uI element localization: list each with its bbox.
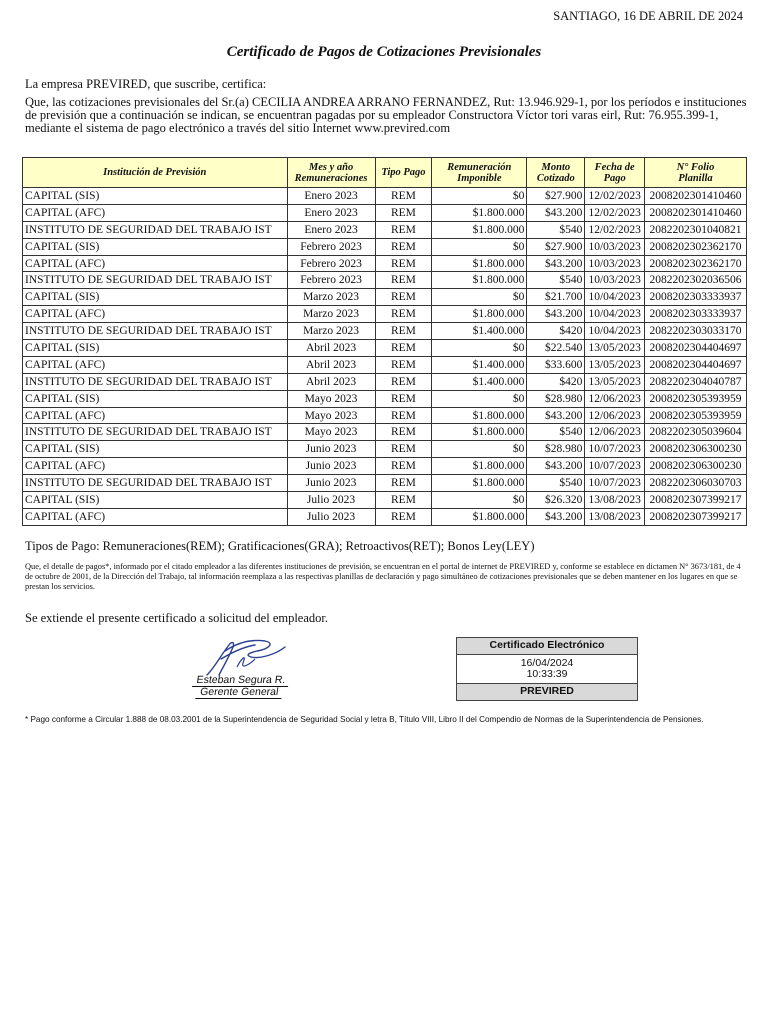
cell-mes: Mayo 2023 bbox=[287, 390, 375, 407]
table-row bbox=[23, 238, 747, 255]
table-header-row bbox=[23, 158, 747, 188]
cell-mes: Marzo 2023 bbox=[287, 323, 375, 340]
cell-tipo: REM bbox=[375, 323, 432, 340]
cell-fecha: 10/07/2023 bbox=[585, 458, 645, 475]
table-row bbox=[23, 492, 747, 509]
certificate-timestamp bbox=[457, 655, 637, 684]
cell-monto: $22.540 bbox=[527, 340, 585, 357]
cell-mes: Julio 2023 bbox=[287, 508, 375, 525]
cell-monto: $540 bbox=[527, 272, 585, 289]
cell-monto: $26.320 bbox=[527, 492, 585, 509]
cell-folio: 2008202302362170 bbox=[644, 255, 746, 272]
document-title: Certificado de Pagos de Cotizaciones Previsionales bbox=[226, 44, 542, 60]
cell-mes: Febrero 2023 bbox=[287, 255, 375, 272]
cell-remuneracion: $1.800.000 bbox=[432, 306, 527, 323]
cell-mes: Abril 2023 bbox=[287, 356, 375, 373]
cell-folio: 2082202305039604 bbox=[644, 424, 746, 441]
table-row bbox=[23, 221, 747, 238]
cell-institucion: CAPITAL (SIS) bbox=[23, 441, 288, 458]
signature-scribble-icon bbox=[185, 637, 295, 679]
cell-remuneracion: $1.800.000 bbox=[432, 475, 527, 492]
cell-remuneracion: $1.800.000 bbox=[432, 424, 527, 441]
cell-fecha: 13/05/2023 bbox=[585, 356, 645, 373]
cell-fecha: 13/08/2023 bbox=[585, 508, 645, 525]
cell-tipo: REM bbox=[375, 441, 432, 458]
certificate-issuer: PREVIRED bbox=[457, 684, 637, 700]
header-mes: Mes y año Remuneraciones bbox=[287, 158, 375, 188]
cell-mes: Abril 2023 bbox=[287, 373, 375, 390]
cell-monto: $43.200 bbox=[527, 204, 585, 221]
cell-fecha: 13/05/2023 bbox=[585, 340, 645, 357]
table-row bbox=[23, 373, 747, 390]
cell-folio: 2008202303333937 bbox=[644, 289, 746, 306]
cell-mes: Junio 2023 bbox=[287, 475, 375, 492]
cell-remuneracion: $1.800.000 bbox=[432, 255, 527, 272]
table-row bbox=[23, 407, 747, 424]
cell-tipo: REM bbox=[375, 340, 432, 357]
cell-remuneracion: $0 bbox=[432, 441, 527, 458]
cell-mes: Junio 2023 bbox=[287, 441, 375, 458]
table-row bbox=[23, 356, 747, 373]
cell-monto: $420 bbox=[527, 323, 585, 340]
cell-remuneracion: $0 bbox=[432, 238, 527, 255]
signatory-name: Esteban Segura R. bbox=[192, 675, 290, 687]
cell-remuneracion: $1.400.000 bbox=[432, 356, 527, 373]
cell-monto: $540 bbox=[527, 424, 585, 441]
table-row bbox=[23, 340, 747, 357]
table-row bbox=[23, 475, 747, 492]
signature-block bbox=[175, 637, 305, 699]
cell-mes: Marzo 2023 bbox=[287, 289, 375, 306]
table-row bbox=[23, 188, 747, 205]
cell-tipo: REM bbox=[375, 356, 432, 373]
cell-remuneracion: $0 bbox=[432, 390, 527, 407]
header-folio: N° Folio Planilla bbox=[644, 158, 746, 188]
cell-tipo: REM bbox=[375, 390, 432, 407]
cell-fecha: 12/02/2023 bbox=[585, 221, 645, 238]
cell-mes: Enero 2023 bbox=[287, 204, 375, 221]
table-row bbox=[23, 323, 747, 340]
cell-folio: 2082202306030703 bbox=[644, 475, 746, 492]
header-institucion: Institución de Previsión bbox=[23, 158, 288, 188]
cell-fecha: 13/08/2023 bbox=[585, 492, 645, 509]
footnote: * Pago conforme a Circular 1.888 de 08.03.2001 de la Superintendencia de Seguridad Social y letra B, Título VIII, Libro II del Compendio de Normas de la Superintendencia de Pensiones. bbox=[25, 715, 704, 724]
cell-monto: $43.200 bbox=[527, 255, 585, 272]
cell-institucion: CAPITAL (AFC) bbox=[23, 204, 288, 221]
cell-tipo: REM bbox=[375, 458, 432, 475]
cell-institucion: CAPITAL (AFC) bbox=[23, 306, 288, 323]
table-row bbox=[23, 424, 747, 441]
cell-monto: $43.200 bbox=[527, 306, 585, 323]
cell-remuneracion: $0 bbox=[432, 340, 527, 357]
cell-folio: 2008202306300230 bbox=[644, 458, 746, 475]
cell-remuneracion: $1.800.000 bbox=[432, 508, 527, 525]
cell-folio: 2008202307399217 bbox=[644, 508, 746, 525]
cell-monto: $420 bbox=[527, 373, 585, 390]
cell-tipo: REM bbox=[375, 475, 432, 492]
cell-institucion: CAPITAL (SIS) bbox=[23, 238, 288, 255]
cell-monto: $43.200 bbox=[527, 407, 585, 424]
cell-fecha: 10/04/2023 bbox=[585, 306, 645, 323]
cell-tipo: REM bbox=[375, 424, 432, 441]
signature-caption bbox=[173, 675, 306, 699]
signatory-role: Gerente General bbox=[195, 687, 283, 699]
cell-tipo: REM bbox=[375, 221, 432, 238]
cell-fecha: 13/05/2023 bbox=[585, 373, 645, 390]
cell-tipo: REM bbox=[375, 238, 432, 255]
cell-institucion: CAPITAL (AFC) bbox=[23, 407, 288, 424]
cell-folio: 2008202305393959 bbox=[644, 390, 746, 407]
cell-monto: $43.200 bbox=[527, 458, 585, 475]
cell-folio: 2008202301410460 bbox=[644, 188, 746, 205]
table-row bbox=[23, 272, 747, 289]
cell-mes: Mayo 2023 bbox=[287, 424, 375, 441]
cell-monto: $28.980 bbox=[527, 441, 585, 458]
cell-mes: Abril 2023 bbox=[287, 340, 375, 357]
cell-institucion: INSTITUTO DE SEGURIDAD DEL TRABAJO IST bbox=[23, 475, 288, 492]
cell-folio: 2082202301040821 bbox=[644, 221, 746, 238]
detalle-paragraph: Que, el detalle de pagos*, informado por el citado empleador a las diferentes instituciones de previsión, se encuentran en el portal de internet de PREVIRED y, conforme se establece en dictamen N° 3673/181, de 4 de octubre de 2001, de la Dirección del Trabajo, tal información reemplaza a las respectivas planillas de declaración y pago simultáneo de cotizaciones previsionales que se deben mantener en los lugares en que se prestan los servicios. bbox=[25, 562, 741, 591]
cell-folio: 2008202305393959 bbox=[644, 407, 746, 424]
cell-fecha: 10/04/2023 bbox=[585, 289, 645, 306]
cell-mes: Junio 2023 bbox=[287, 458, 375, 475]
cell-institucion: CAPITAL (AFC) bbox=[23, 356, 288, 373]
cell-tipo: REM bbox=[375, 188, 432, 205]
table-row bbox=[23, 508, 747, 525]
cell-monto: $43.200 bbox=[527, 508, 585, 525]
table-row bbox=[23, 441, 747, 458]
cell-tipo: REM bbox=[375, 289, 432, 306]
header-tipo: Tipo Pago bbox=[375, 158, 432, 188]
cell-fecha: 10/03/2023 bbox=[585, 272, 645, 289]
table-row bbox=[23, 458, 747, 475]
cell-fecha: 10/03/2023 bbox=[585, 238, 645, 255]
cell-fecha: 12/06/2023 bbox=[585, 390, 645, 407]
cell-institucion: CAPITAL (AFC) bbox=[23, 458, 288, 475]
certificate-time: 10:33:39 bbox=[526, 668, 568, 680]
cell-mes: Enero 2023 bbox=[287, 221, 375, 238]
certificate-header: Certificado Electrónico bbox=[457, 638, 637, 655]
cell-institucion: CAPITAL (AFC) bbox=[23, 255, 288, 272]
cell-remuneracion: $0 bbox=[432, 289, 527, 306]
cell-institucion: CAPITAL (SIS) bbox=[23, 492, 288, 509]
table-row bbox=[23, 289, 747, 306]
payments-table bbox=[22, 157, 747, 526]
cell-mes: Julio 2023 bbox=[287, 492, 375, 509]
cell-folio: 2008202304404697 bbox=[644, 340, 746, 357]
cell-institucion: CAPITAL (SIS) bbox=[23, 390, 288, 407]
cell-remuneracion: $1.400.000 bbox=[432, 373, 527, 390]
cell-remuneracion: $1.800.000 bbox=[432, 221, 527, 238]
cell-remuneracion: $1.800.000 bbox=[432, 458, 527, 475]
cell-fecha: 10/07/2023 bbox=[585, 441, 645, 458]
cell-folio: 2082202304040787 bbox=[644, 373, 746, 390]
cell-institucion: INSTITUTO DE SEGURIDAD DEL TRABAJO IST bbox=[23, 221, 288, 238]
cell-institucion: INSTITUTO DE SEGURIDAD DEL TRABAJO IST bbox=[23, 424, 288, 441]
cell-tipo: REM bbox=[375, 373, 432, 390]
cell-tipo: REM bbox=[375, 306, 432, 323]
cell-monto: $33.600 bbox=[527, 356, 585, 373]
cell-folio: 2008202301410460 bbox=[644, 204, 746, 221]
cell-remuneracion: $0 bbox=[432, 188, 527, 205]
cell-folio: 2008202306300230 bbox=[644, 441, 746, 458]
header-remuneracion: Remuneración Imponible bbox=[432, 158, 527, 188]
cell-institucion: CAPITAL (SIS) bbox=[23, 289, 288, 306]
cell-mes: Enero 2023 bbox=[287, 188, 375, 205]
table-row bbox=[23, 204, 747, 221]
table-row bbox=[23, 306, 747, 323]
cell-remuneracion: $1.800.000 bbox=[432, 407, 527, 424]
cell-institucion: INSTITUTO DE SEGURIDAD DEL TRABAJO IST bbox=[23, 323, 288, 340]
table-row bbox=[23, 255, 747, 272]
cell-institucion: INSTITUTO DE SEGURIDAD DEL TRABAJO IST bbox=[23, 373, 288, 390]
cell-remuneracion: $1.800.000 bbox=[432, 204, 527, 221]
cell-mes: Febrero 2023 bbox=[287, 238, 375, 255]
cell-tipo: REM bbox=[375, 508, 432, 525]
cell-folio: 2082202302036506 bbox=[644, 272, 746, 289]
cell-fecha: 12/06/2023 bbox=[585, 407, 645, 424]
cell-remuneracion: $1.800.000 bbox=[432, 272, 527, 289]
cell-fecha: 12/06/2023 bbox=[585, 424, 645, 441]
cell-folio: 2008202302362170 bbox=[644, 238, 746, 255]
cell-monto: $27.900 bbox=[527, 188, 585, 205]
cell-fecha: 10/03/2023 bbox=[585, 255, 645, 272]
extiende-statement: Se extiende el presente certificado a solicitud del empleador. bbox=[25, 611, 329, 625]
cell-monto: $540 bbox=[527, 475, 585, 492]
cell-tipo: REM bbox=[375, 255, 432, 272]
cell-fecha: 12/02/2023 bbox=[585, 204, 645, 221]
cell-mes: Mayo 2023 bbox=[287, 407, 375, 424]
cell-folio: 2082202303033170 bbox=[644, 323, 746, 340]
cell-remuneracion: $0 bbox=[432, 492, 527, 509]
header-fecha: Fecha de Pago bbox=[585, 158, 645, 188]
cell-mes: Marzo 2023 bbox=[287, 306, 375, 323]
intro-paragraph: Que, las cotizaciones previsionales del Sr.(a) CECILIA ANDREA ARRANO FERNANDEZ, Rut: 13.946.929-1, por los períodos e instituciones de previsión que a continuación se indican, se encuentran pagadas por su empleador Constructora Víctor tori varas eirl, Rut: 76.955.399-1, mediante el sistema de pago electrónico a través del sitio Internet www.previred.com bbox=[25, 95, 747, 135]
cell-fecha: 10/04/2023 bbox=[585, 323, 645, 340]
table-row bbox=[23, 390, 747, 407]
cell-remuneracion: $1.400.000 bbox=[432, 323, 527, 340]
cell-monto: $21.700 bbox=[527, 289, 585, 306]
document-date: SANTIAGO, 16 DE ABRIL DE 2024 bbox=[553, 9, 743, 23]
cell-tipo: REM bbox=[375, 492, 432, 509]
cell-fecha: 12/02/2023 bbox=[585, 188, 645, 205]
cell-institucion: CAPITAL (SIS) bbox=[23, 340, 288, 357]
cell-tipo: REM bbox=[375, 204, 432, 221]
cell-tipo: REM bbox=[375, 272, 432, 289]
cell-institucion: CAPITAL (AFC) bbox=[23, 508, 288, 525]
cell-monto: $540 bbox=[527, 221, 585, 238]
tipos-pago-legend: Tipos de Pago: Remuneraciones(REM); Gratificaciones(GRA); Retroactivos(RET); Bonos Ley(LEY) bbox=[25, 539, 535, 553]
electronic-certificate-box bbox=[456, 637, 638, 701]
cell-folio: 2008202304404697 bbox=[644, 356, 746, 373]
intro-line: La empresa PREVIRED, que suscribe, certifica: bbox=[25, 77, 267, 91]
cell-monto: $28.980 bbox=[527, 390, 585, 407]
cell-institucion: INSTITUTO DE SEGURIDAD DEL TRABAJO IST bbox=[23, 272, 288, 289]
cell-mes: Febrero 2023 bbox=[287, 272, 375, 289]
cell-monto: $27.900 bbox=[527, 238, 585, 255]
cell-institucion: CAPITAL (SIS) bbox=[23, 188, 288, 205]
cell-tipo: REM bbox=[375, 407, 432, 424]
cell-folio: 2008202307399217 bbox=[644, 492, 746, 509]
header-monto: Monto Cotizado bbox=[527, 158, 585, 188]
cell-folio: 2008202303333937 bbox=[644, 306, 746, 323]
cell-fecha: 10/07/2023 bbox=[585, 475, 645, 492]
certificate-date: 16/04/2024 bbox=[520, 657, 574, 669]
